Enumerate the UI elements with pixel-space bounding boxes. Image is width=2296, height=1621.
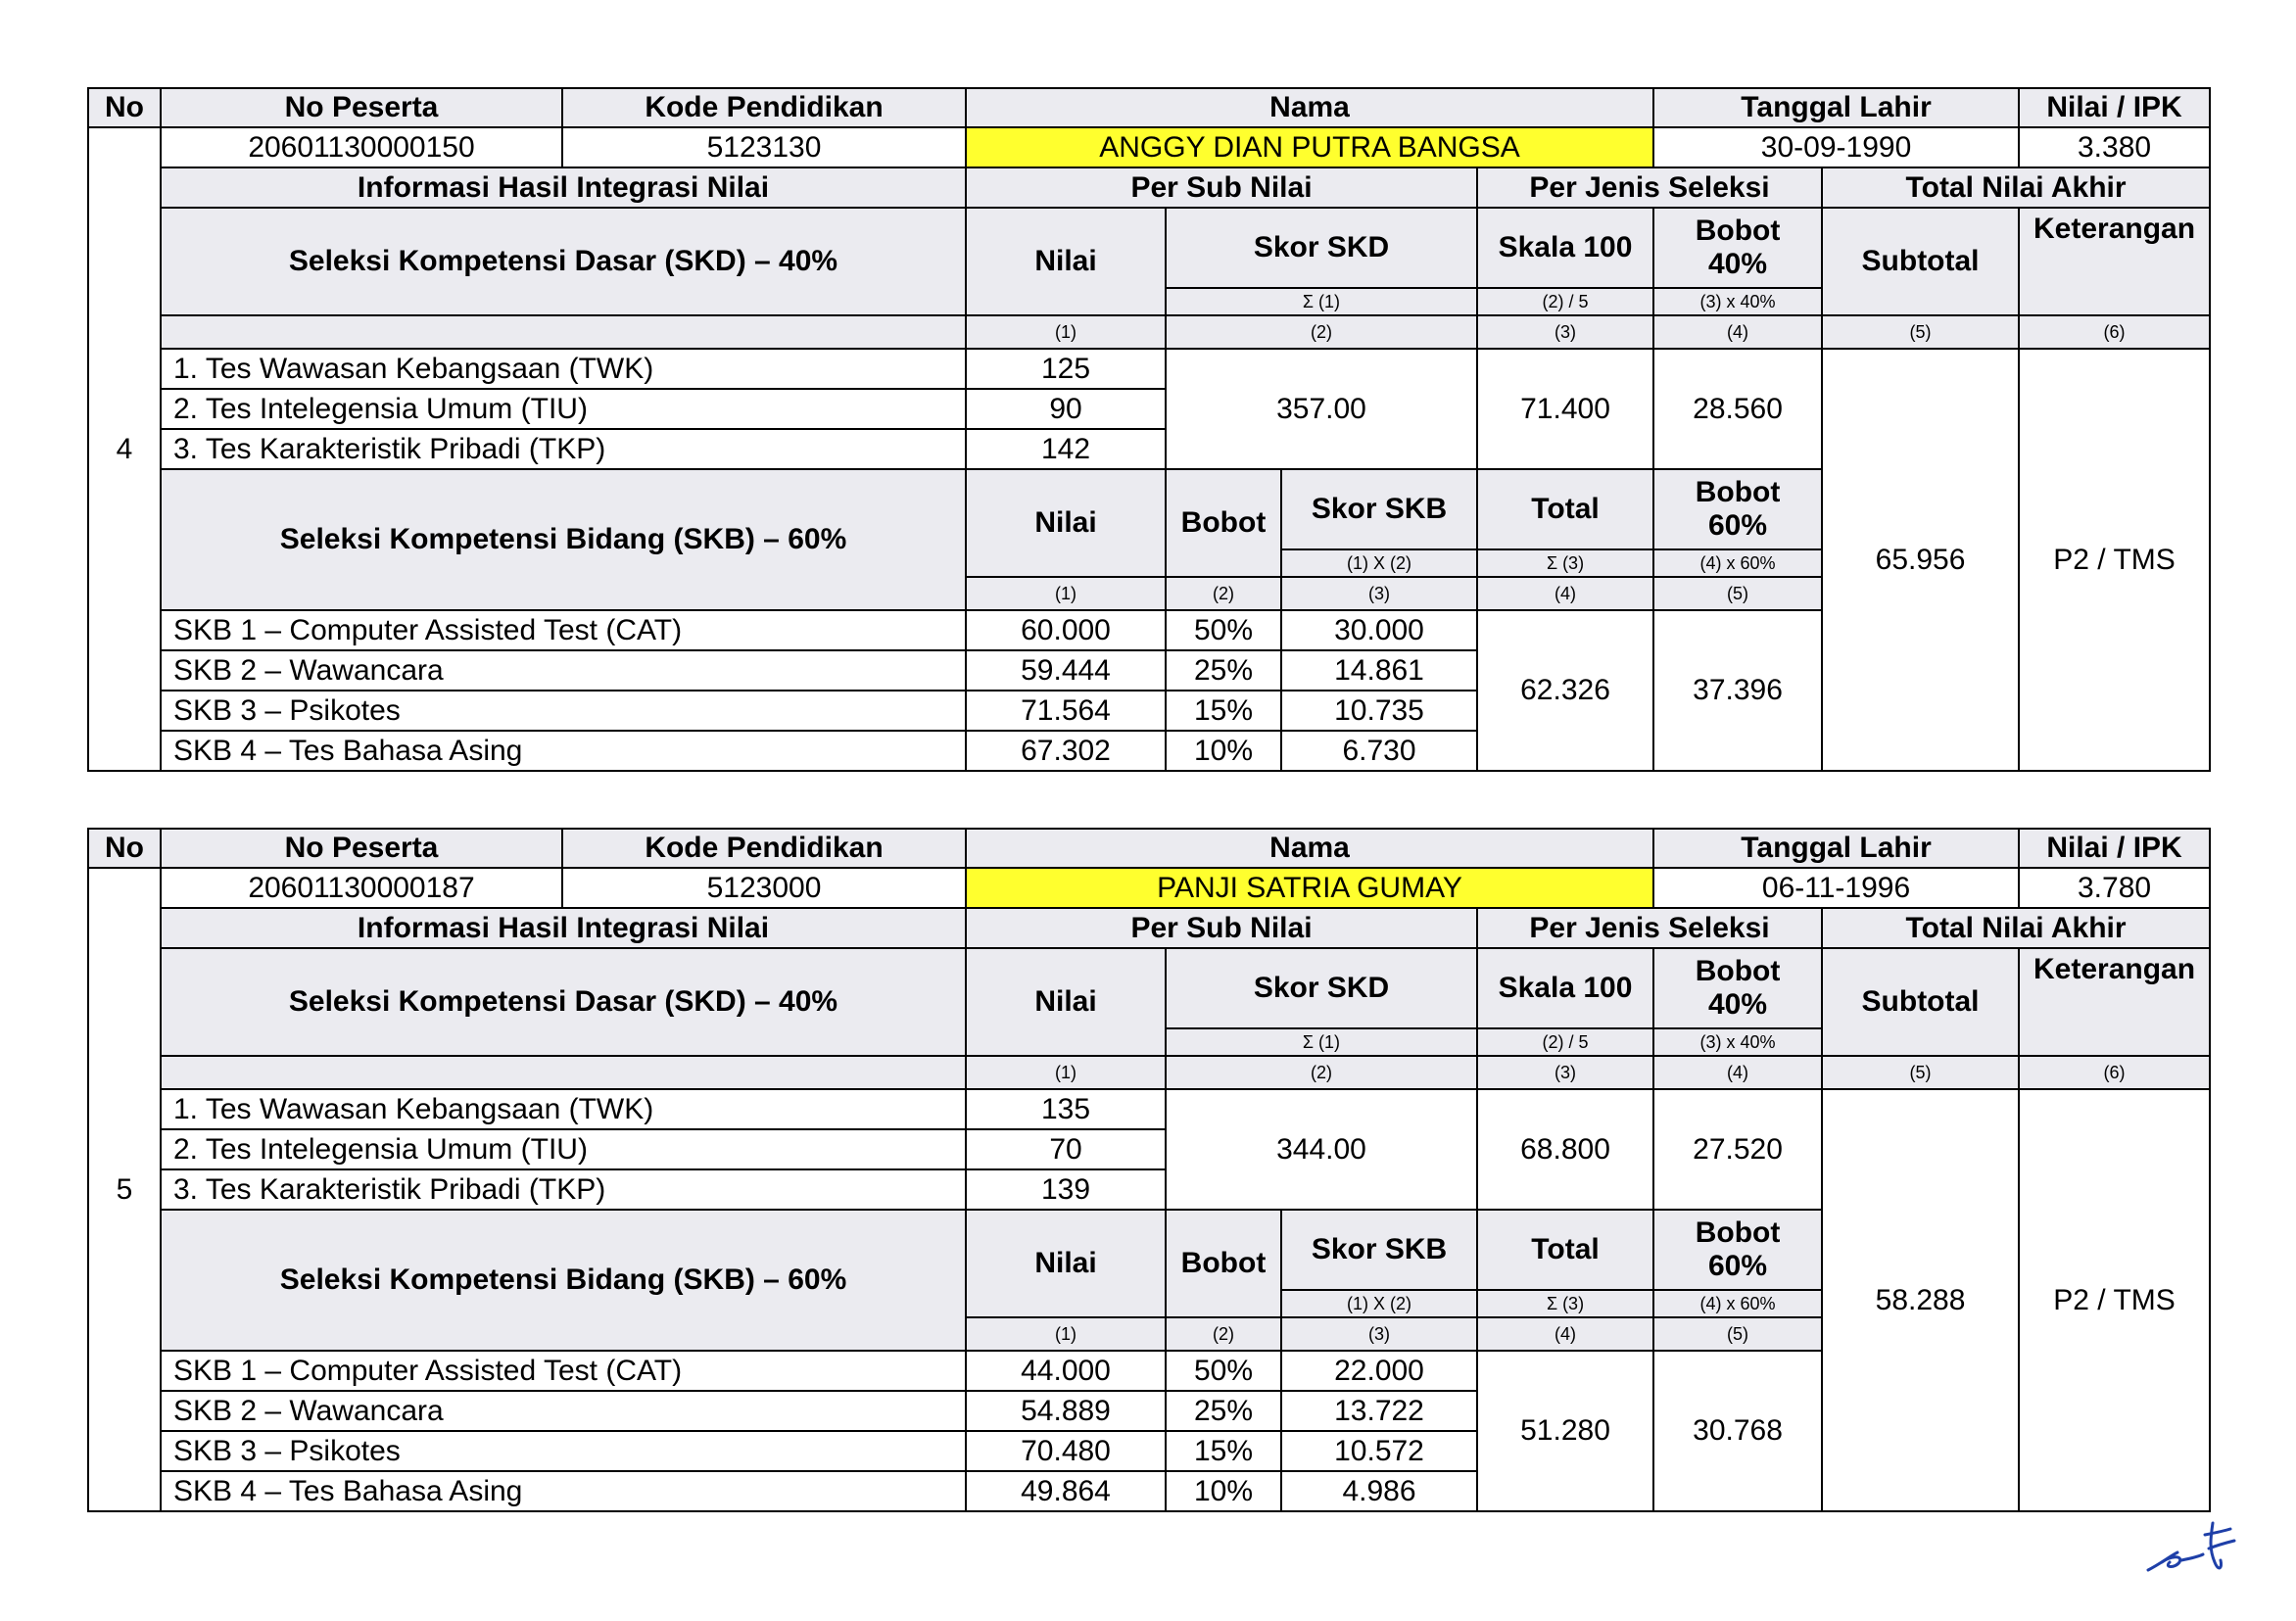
skb-skor-bahasa-asing: 6.730	[1281, 731, 1477, 771]
skb-bobot-wawancara: 25%	[1166, 1391, 1281, 1431]
formula-3x40: (3) x 40%	[1653, 288, 1822, 315]
skb-col-index-4: (4)	[1477, 577, 1653, 610]
skb-skor-psikotes: 10.735	[1281, 691, 1477, 731]
skb-item-psikotes: SKB 3 – Psikotes	[161, 691, 966, 731]
skd-nilai-header: Nilai	[966, 948, 1166, 1056]
col-index-6: (6)	[2019, 1056, 2210, 1089]
no-peserta-value: 20601130000187	[161, 868, 562, 908]
bobot-60-header: Bobot 60%	[1653, 1210, 1822, 1290]
skb-col-index-1: (1)	[966, 1317, 1166, 1351]
skd-nilai-header: Nilai	[966, 208, 1166, 315]
formula-sum3: Σ (3)	[1477, 1290, 1653, 1317]
skd-item-twk: 1. Tes Wawasan Kebangsaan (TWK)	[161, 349, 966, 389]
skb-col-index-1: (1)	[966, 577, 1166, 610]
skd-nilai-tiu: 70	[966, 1129, 1166, 1169]
skb-bobot-60-value: 37.396	[1653, 610, 1822, 771]
formula-1x2: (1) X (2)	[1281, 549, 1477, 577]
header-kode-pendidikan: Kode Pendidikan	[562, 829, 966, 868]
subtotal-value: 65.956	[1822, 349, 2019, 771]
skb-col-index-2: (2)	[1166, 1317, 1281, 1351]
skb-item-bahasa-asing: SKB 4 – Tes Bahasa Asing	[161, 731, 966, 771]
skd-nilai-tkp: 142	[966, 429, 1166, 469]
skb-total-value: 62.326	[1477, 610, 1653, 771]
skb-item-bahasa-asing: SKB 4 – Tes Bahasa Asing	[161, 1471, 966, 1511]
skb-col-index-2: (2)	[1166, 577, 1281, 610]
skd-nilai-twk: 135	[966, 1089, 1166, 1129]
skala-100-value: 68.800	[1477, 1089, 1653, 1210]
informasi-heading: Informasi Hasil Integrasi Nilai	[161, 167, 966, 208]
skb-col-index-5: (5)	[1653, 1317, 1822, 1351]
signature-initials-icon	[2140, 1513, 2248, 1582]
formula-4x60: (4) x 60%	[1653, 549, 1822, 577]
header-no: No	[88, 88, 161, 127]
skb-item-wawancara: SKB 2 – Wawancara	[161, 1391, 966, 1431]
skb-skor-wawancara: 14.861	[1281, 650, 1477, 691]
skb-bobot-cat: 50%	[1166, 1351, 1281, 1391]
skb-skor-cat: 22.000	[1281, 1351, 1477, 1391]
skb-total-header: Total	[1477, 1210, 1653, 1290]
skd-item-tkp: 3. Tes Karakteristik Pribadi (TKP)	[161, 1169, 966, 1210]
skb-item-psikotes: SKB 3 – Psikotes	[161, 1431, 966, 1471]
bobot-40-header: Bobot 40%	[1653, 208, 1822, 288]
col-index-4: (4)	[1653, 1056, 1822, 1089]
skd-index-spacer	[161, 315, 966, 349]
skb-total-value: 51.280	[1477, 1351, 1653, 1511]
skb-bobot-psikotes: 15%	[1166, 1431, 1281, 1471]
formula-sum1: Σ (1)	[1166, 1028, 1477, 1056]
total-nilai-akhir-heading: Total Nilai Akhir	[1822, 908, 2210, 948]
skala-100-header: Skala 100	[1477, 948, 1653, 1028]
skb-nilai-wawancara: 59.444	[966, 650, 1166, 691]
subtotal-header: Subtotal	[1822, 208, 2019, 315]
total-nilai-akhir-heading: Total Nilai Akhir	[1822, 167, 2210, 208]
skb-col-index-5: (5)	[1653, 577, 1822, 610]
skb-item-cat: SKB 1 – Computer Assisted Test (CAT)	[161, 610, 966, 650]
per-jenis-seleksi-heading: Per Jenis Seleksi	[1477, 908, 1822, 948]
tanggal-lahir-value: 06-11-1996	[1653, 868, 2019, 908]
skb-bobot-wawancara: 25%	[1166, 650, 1281, 691]
nilai-ipk-value: 3.780	[2019, 868, 2210, 908]
record-number: 5	[88, 868, 161, 1511]
formula-3x40: (3) x 40%	[1653, 1028, 1822, 1056]
header-nilai-ipk: Nilai / IPK	[2019, 88, 2210, 127]
skb-col-index-4: (4)	[1477, 1317, 1653, 1351]
nama-value: ANGGY DIAN PUTRA BANGSA	[966, 127, 1653, 167]
skb-nilai-bahasa-asing: 49.864	[966, 1471, 1166, 1511]
bobot-60-header: Bobot 60%	[1653, 469, 1822, 549]
skor-skd-header: Skor SKD	[1166, 948, 1477, 1028]
col-index-5: (5)	[1822, 1056, 2019, 1089]
formula-1x2: (1) X (2)	[1281, 1290, 1477, 1317]
header-tanggal-lahir: Tanggal Lahir	[1653, 829, 2019, 868]
skb-bobot-header: Bobot	[1166, 469, 1281, 577]
col-index-2: (2)	[1166, 315, 1477, 349]
skd-index-spacer	[161, 1056, 966, 1089]
skor-skb-header: Skor SKB	[1281, 469, 1477, 549]
skb-bobot-bahasa-asing: 10%	[1166, 1471, 1281, 1511]
header-no: No	[88, 829, 161, 868]
skb-skor-cat: 30.000	[1281, 610, 1477, 650]
col-index-1: (1)	[966, 1056, 1166, 1089]
skb-bobot-header: Bobot	[1166, 1210, 1281, 1317]
skd-title: Seleksi Kompetensi Dasar (SKD) – 40%	[161, 208, 966, 315]
header-nama: Nama	[966, 88, 1653, 127]
informasi-heading: Informasi Hasil Integrasi Nilai	[161, 908, 966, 948]
skb-nilai-header: Nilai	[966, 1210, 1166, 1317]
skd-bobot-40-value: 28.560	[1653, 349, 1822, 469]
skb-nilai-bahasa-asing: 67.302	[966, 731, 1166, 771]
record-number: 4	[88, 127, 161, 771]
col-index-3: (3)	[1477, 1056, 1653, 1089]
skb-skor-bahasa-asing: 4.986	[1281, 1471, 1477, 1511]
skb-title: Seleksi Kompetensi Bidang (SKB) – 60%	[161, 469, 966, 610]
header-nilai-ipk: Nilai / IPK	[2019, 829, 2210, 868]
subtotal-value: 58.288	[1822, 1089, 2019, 1511]
skd-nilai-twk: 125	[966, 349, 1166, 389]
skor-skd-value: 344.00	[1166, 1089, 1477, 1210]
skor-skd-value: 357.00	[1166, 349, 1477, 469]
skb-skor-psikotes: 10.572	[1281, 1431, 1477, 1471]
skd-bobot-40-value: 27.520	[1653, 1089, 1822, 1210]
skb-item-wawancara: SKB 2 – Wawancara	[161, 650, 966, 691]
formula-sum1: Σ (1)	[1166, 288, 1477, 315]
skb-bobot-cat: 50%	[1166, 610, 1281, 650]
col-index-4: (4)	[1653, 315, 1822, 349]
skb-title: Seleksi Kompetensi Bidang (SKB) – 60%	[161, 1210, 966, 1351]
nilai-ipk-value: 3.380	[2019, 127, 2210, 167]
kode-pendidikan-value: 5123130	[562, 127, 966, 167]
header-tanggal-lahir: Tanggal Lahir	[1653, 88, 2019, 127]
keterangan-header: Keterangan	[2019, 948, 2210, 1056]
skd-nilai-tkp: 139	[966, 1169, 1166, 1210]
header-no-peserta: No Peserta	[161, 88, 562, 127]
subtotal-header: Subtotal	[1822, 948, 2019, 1056]
col-index-6: (6)	[2019, 315, 2210, 349]
skb-bobot-bahasa-asing: 10%	[1166, 731, 1281, 771]
skb-col-index-3: (3)	[1281, 577, 1477, 610]
skd-title: Seleksi Kompetensi Dasar (SKD) – 40%	[161, 948, 966, 1056]
skb-col-index-3: (3)	[1281, 1317, 1477, 1351]
col-index-2: (2)	[1166, 1056, 1477, 1089]
keterangan-value: P2 / TMS	[2019, 1089, 2210, 1511]
skb-item-cat: SKB 1 – Computer Assisted Test (CAT)	[161, 1351, 966, 1391]
nama-value: PANJI SATRIA GUMAY	[966, 868, 1653, 908]
keterangan-header: Keterangan	[2019, 208, 2210, 315]
header-kode-pendidikan: Kode Pendidikan	[562, 88, 966, 127]
skor-skd-header: Skor SKD	[1166, 208, 1477, 288]
per-jenis-seleksi-heading: Per Jenis Seleksi	[1477, 167, 1822, 208]
col-index-1: (1)	[966, 315, 1166, 349]
skb-bobot-60-value: 30.768	[1653, 1351, 1822, 1511]
col-index-5: (5)	[1822, 315, 2019, 349]
tanggal-lahir-value: 30-09-1990	[1653, 127, 2019, 167]
skb-nilai-cat: 60.000	[966, 610, 1166, 650]
formula-sum3: Σ (3)	[1477, 549, 1653, 577]
skala-100-header: Skala 100	[1477, 208, 1653, 288]
header-nama: Nama	[966, 829, 1653, 868]
skb-nilai-header: Nilai	[966, 469, 1166, 577]
skb-bobot-psikotes: 15%	[1166, 691, 1281, 731]
bobot-40-header: Bobot 40%	[1653, 948, 1822, 1028]
no-peserta-value: 20601130000150	[161, 127, 562, 167]
skd-item-tkp: 3. Tes Karakteristik Pribadi (TKP)	[161, 429, 966, 469]
skb-nilai-psikotes: 71.564	[966, 691, 1166, 731]
formula-2div5: (2) / 5	[1477, 1028, 1653, 1056]
header-no-peserta: No Peserta	[161, 829, 562, 868]
keterangan-value: P2 / TMS	[2019, 349, 2210, 771]
formula-2div5: (2) / 5	[1477, 288, 1653, 315]
per-sub-nilai-heading: Per Sub Nilai	[966, 167, 1477, 208]
per-sub-nilai-heading: Per Sub Nilai	[966, 908, 1477, 948]
record-table	[87, 828, 2211, 1512]
kode-pendidikan-value: 5123000	[562, 868, 966, 908]
col-index-3: (3)	[1477, 315, 1653, 349]
record-table	[87, 87, 2211, 772]
skb-nilai-cat: 44.000	[966, 1351, 1166, 1391]
formula-4x60: (4) x 60%	[1653, 1290, 1822, 1317]
skb-total-header: Total	[1477, 469, 1653, 549]
skb-nilai-wawancara: 54.889	[966, 1391, 1166, 1431]
skd-item-twk: 1. Tes Wawasan Kebangsaan (TWK)	[161, 1089, 966, 1129]
skala-100-value: 71.400	[1477, 349, 1653, 469]
skor-skb-header: Skor SKB	[1281, 1210, 1477, 1290]
skd-nilai-tiu: 90	[966, 389, 1166, 429]
skd-item-tiu: 2. Tes Intelegensia Umum (TIU)	[161, 1129, 966, 1169]
skb-nilai-psikotes: 70.480	[966, 1431, 1166, 1471]
skd-item-tiu: 2. Tes Intelegensia Umum (TIU)	[161, 389, 966, 429]
skb-skor-wawancara: 13.722	[1281, 1391, 1477, 1431]
